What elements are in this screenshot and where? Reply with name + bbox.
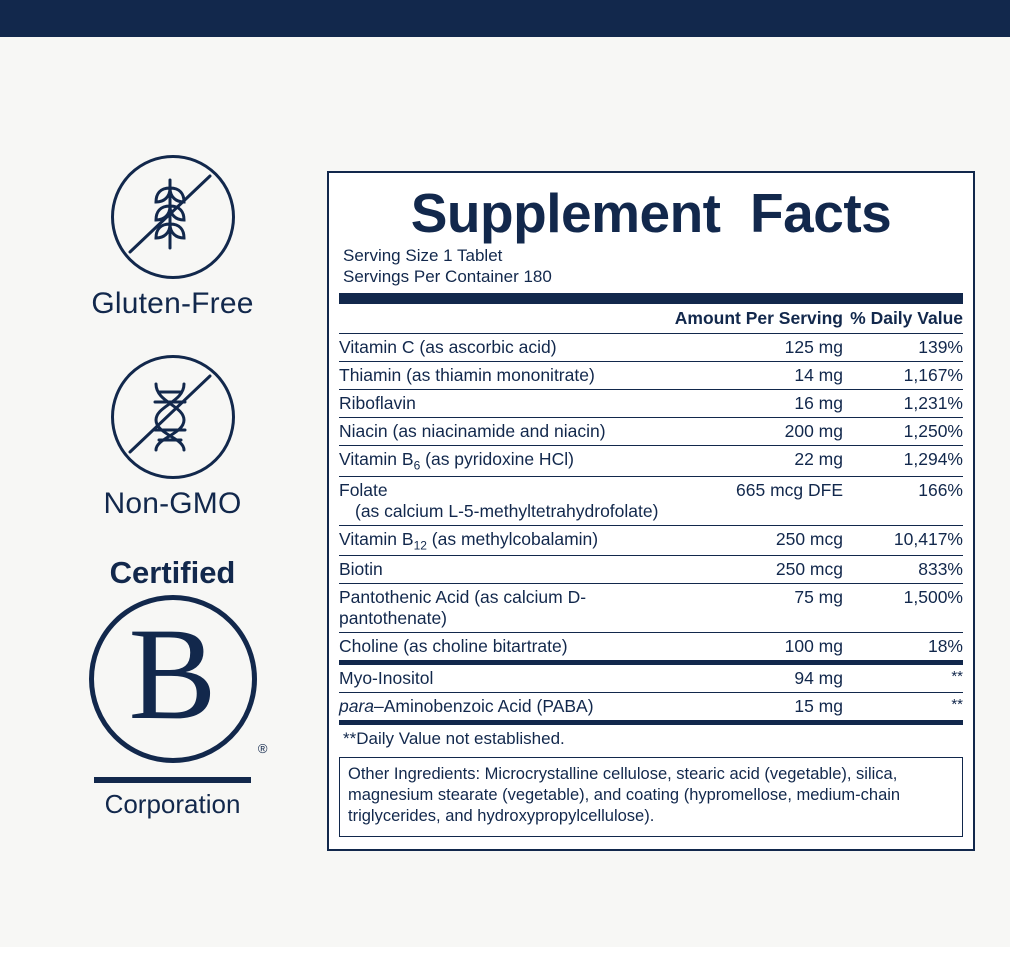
nutrient-dv: 166%: [843, 476, 963, 525]
table-row: [339, 446, 963, 477]
nutrition-table: [339, 304, 963, 660]
header-spacer: [339, 304, 671, 334]
nutrient-amount: 15 mg: [671, 693, 843, 721]
nutrient-amount: 100 mg: [671, 633, 843, 661]
badge-b-corporation: [55, 555, 290, 820]
nutrition-table-no-dv: [339, 665, 963, 720]
dna-crossed-icon: [111, 355, 235, 479]
table-row: [339, 418, 963, 446]
bcorp-corporation-label: Corporation: [104, 789, 241, 819]
nutrient-name: para–Aminobenzoic Acid (PABA): [339, 693, 671, 721]
daily-value-footnote: **Daily Value not established.: [343, 729, 565, 749]
header-amount-per-serving: Amount Per Serving: [674, 308, 843, 329]
nutrient-name: Pantothenic Acid (as calcium D-pantothenate): [339, 584, 671, 633]
dv-not-established-marker: **: [951, 668, 963, 686]
nutrient-name-sub: (as calcium L-5-methyltetrahydrofolate): [355, 500, 659, 521]
nutrient-name: [339, 476, 671, 525]
nutrient-amount: 250 mcg: [671, 525, 843, 556]
top-banner-bar: [0, 0, 1024, 37]
nutrient-name: Thiamin (as thiamin mononitrate): [339, 362, 671, 390]
table-row: [339, 693, 963, 721]
nutrient-dv: 1,231%: [843, 390, 963, 418]
nutrient-name-main: Folate: [339, 479, 388, 500]
table-row: [339, 556, 963, 584]
table-row: [339, 362, 963, 390]
nutrient-name: Vitamin $B_6$ (as pyridoxine HCl): [339, 446, 671, 477]
serving-size: Serving Size 1 Tablet: [343, 245, 503, 265]
table-row: [339, 633, 963, 661]
bcorp-certified-label: Certified: [109, 555, 236, 590]
table-row: [339, 334, 963, 362]
table-row: [339, 525, 963, 556]
nutrient-name: Biotin: [339, 556, 671, 584]
nutrient-name: Myo-Inositol: [339, 668, 434, 689]
nutrient-amount: 22 mg: [671, 446, 843, 477]
nutrient-amount: 200 mg: [671, 418, 843, 446]
label-page: [0, 37, 1024, 963]
nutrient-dv: 1,167%: [843, 362, 963, 390]
rule-thick-top: [339, 293, 963, 304]
nutrient-dv: 1,294%: [843, 446, 963, 477]
page-bottom-margin: [0, 947, 1024, 963]
nutrient-dv: 10,417%: [843, 525, 963, 556]
bcorp-divider: [94, 777, 251, 783]
nutrient-name: Vitamin $B_{12}$ (as methylcobalamin): [339, 525, 671, 556]
badge-non-gmo-label: Non-GMO: [103, 487, 242, 520]
badge-non-gmo: [55, 355, 290, 521]
nutrient-name: Vitamin C (as ascorbic acid): [339, 334, 671, 362]
certification-badges: [55, 155, 290, 820]
nutrient-amount: 250 mcg: [671, 556, 843, 584]
nutrient-name: Riboflavin: [339, 390, 671, 418]
bcorp-circle-icon: [89, 595, 268, 763]
badge-gluten-free-label: Gluten-Free: [91, 287, 254, 320]
nutrient-amount: 94 mg: [794, 668, 843, 689]
registered-mark: ®: [257, 741, 268, 756]
bcorp-letter: B: [128, 600, 217, 747]
nutrient-dv: [843, 665, 963, 693]
dv-not-established-marker: **: [951, 696, 963, 714]
nutrient-dv: [843, 693, 963, 721]
page-right-margin: [1010, 0, 1024, 963]
supplement-facts-title: Supplement Facts: [410, 182, 892, 244]
supplement-facts-panel: [327, 171, 975, 851]
table-row: [339, 476, 963, 525]
wheat-crossed-icon: [111, 155, 235, 279]
other-ingredients-box: Other Ingredients: Microcrystalline cellulose, stearic acid (vegetable), silica, magnesium stearate (vegetable), and coating (hypromellose, medium-chain triglycerides, and hydroxypropylcellulose).: [339, 757, 963, 836]
header-daily-value: % Daily Value: [850, 308, 963, 329]
nutrient-dv: 1,250%: [843, 418, 963, 446]
table-header-row: [339, 304, 963, 334]
badge-gluten-free: [55, 155, 290, 321]
nutrient-amount: 16 mg: [671, 390, 843, 418]
nutrient-name: Niacin (as niacinamide and niacin): [339, 418, 671, 446]
nutrient-amount: 125 mg: [671, 334, 843, 362]
nutrient-dv: 1,500%: [843, 584, 963, 633]
nutrient-amount: 665 mcg DFE: [671, 476, 843, 525]
table-row: [339, 665, 963, 693]
nutrient-dv: 139%: [843, 334, 963, 362]
nutrient-amount: 14 mg: [671, 362, 843, 390]
table-row: [339, 390, 963, 418]
servings-per-container: Servings Per Container 180: [343, 267, 552, 286]
nutrient-name: Choline (as choline bitartrate): [339, 633, 671, 661]
table-row: [339, 584, 963, 633]
nutrient-dv: 833%: [843, 556, 963, 584]
nutrient-amount: 75 mg: [671, 584, 843, 633]
nutrient-dv: 18%: [843, 633, 963, 661]
